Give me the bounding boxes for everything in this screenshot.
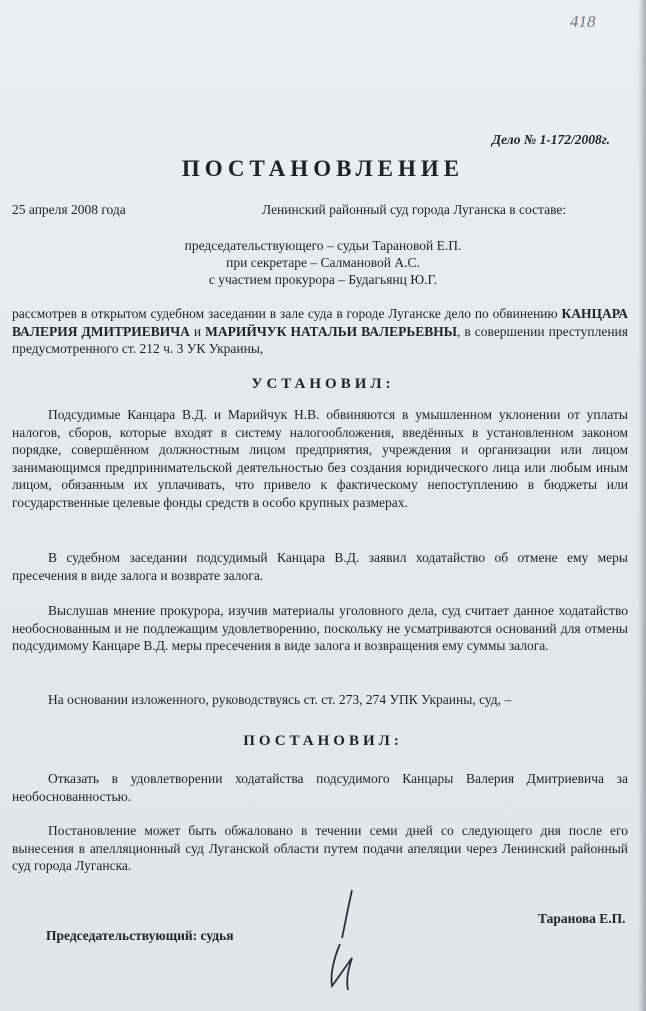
page-edge-shadow bbox=[638, 0, 646, 1011]
signature-icon bbox=[318, 886, 378, 996]
presiding-label: Председательствующий: судья bbox=[46, 928, 234, 943]
document-date: 25 апреля 2008 года bbox=[12, 202, 126, 217]
case-number: Дело № 1-172/2008г. bbox=[491, 132, 610, 147]
document-title: ПОСТАНОВЛЕНИЕ bbox=[181, 156, 465, 181]
judge-name: Таранова Е.П. bbox=[538, 911, 626, 926]
established-paragraph: Подсудимые Канцара В.Д. и Марийчук Н.В. обвиняются в умышленном уклонении от уплаты налогов, сборов, которые входят в систему налогообложения, введённых в установленном законом порядке, совершённом должностным лицом предприятия, учреждения и организации или лицом занимающимся предпринимательской деятельностью без создания юридического лица или любым иным лицом, обязанным их уплачивать, что привело к фактическому непоступлению в бюджеты или государственные целевые фонды средств в особо крупных размерах. bbox=[12, 407, 628, 510]
established-paragraph: На основании изложенного, руководствуясь ст. ст. 273, 274 УПК Украины, суд, – bbox=[48, 692, 512, 707]
defendant-2: МАРИЙЧУК НАТАЛЬИ ВАЛЕРЬЕВНЫ bbox=[205, 323, 458, 339]
intro-paragraph: рассмотрев в открытом судебном заседании в зале суда в городе Луганске дело по обвинению КАНЦАРА ВАЛЕРИЯ ДМИТРИЕВИЧА и МАРИЙЧУК НАТАЛЬИ ВАЛЕРЬЕВНЫ, в совершении преступления предусмотренного ст. 212 ч. 3 УК Украины, bbox=[12, 306, 629, 357]
page-number: 418 bbox=[570, 12, 596, 31]
section-heading-established: УСТАНОВИЛ: bbox=[251, 376, 395, 392]
established-paragraph: В судебном заседании подсудимый Канцара В.Д. заявил ходатайство об отмене ему меры пресечения в виде залога и возврате залога. bbox=[12, 550, 628, 583]
resolved-paragraph: Постановление может быть обжаловано в течении семи дней со следующего дня после его вынесения в апелляционный суд Луганской области путем подачи апеляции через Ленинский районный суд города Луганска. bbox=[12, 823, 628, 874]
section-heading-resolved: ПОСТАНОВИЛ: bbox=[243, 733, 403, 749]
resolved-paragraph: Отказать в удовлетворении ходатайства подсудимого Канцары Валерия Дмитриевича за необоснованностью. bbox=[12, 771, 628, 804]
defendant-1: КАНЦАРА ВАЛЕРИЯ ДМИТРИЕВИЧА bbox=[12, 306, 629, 339]
composition-prosecutor: с участием прокурора – Будагьянц Ю.Г. bbox=[208, 272, 438, 287]
established-paragraph: Выслушав мнение прокурора, изучив материалы уголовного дела, суд считает данное ходатайство необоснованным и не подлежащим удовлетворению, поскольку не усматриваются оснований для отмены подсудимому Канцаре В.Д. меры пресечения в виде залога и возвращения ему суммы залога. bbox=[12, 603, 628, 654]
composition-judge: председательствующего – судьи Тарановой Е.П. bbox=[184, 238, 462, 253]
court-name: Ленинский районный суд города Луганска в составе: bbox=[262, 202, 567, 217]
composition-secretary: при секретаре – Салмановой А.С. bbox=[226, 255, 420, 270]
